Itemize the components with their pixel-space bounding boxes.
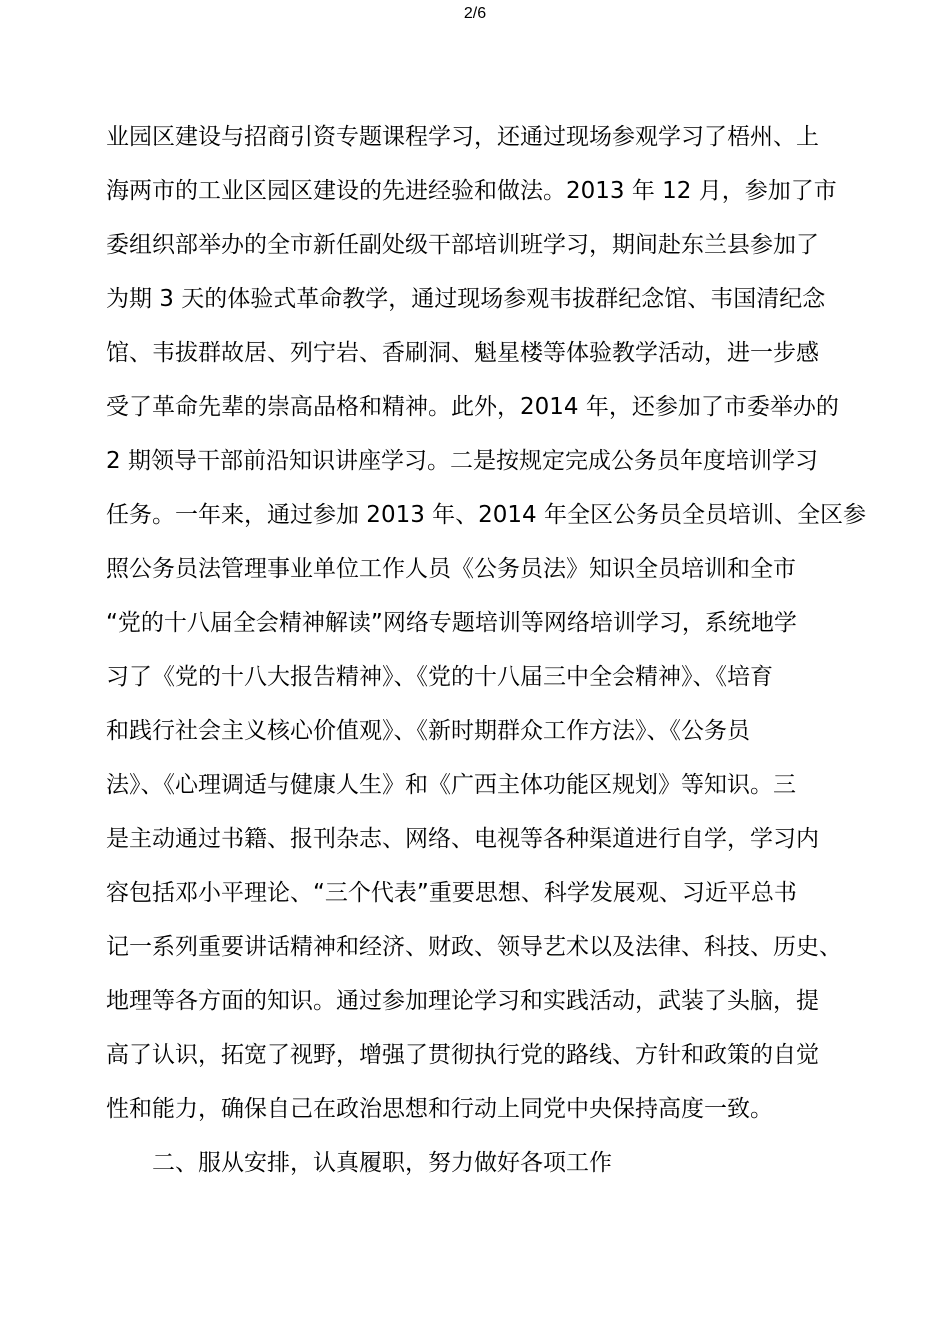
paragraph-line: 和践行社会主义核心价值观》、《新时期群众工作方法》、《公务员 bbox=[106, 718, 750, 744]
paragraph-line: 海两市的工业区园区建设的先进经验和做法。2013 年 12 月，参加了市 bbox=[106, 178, 837, 204]
paragraph-line: 受了革命先辈的崇高品格和精神。此外，2014 年，还参加了市委举办的 bbox=[106, 394, 839, 420]
paragraph-line: 地理等各方面的知识。通过参加理论学习和实践活动，武装了头脑，提 bbox=[106, 988, 819, 1014]
paragraph-line: 委组织部举办的全市新任副处级干部培训班学习，期间赴东兰县参加了 bbox=[106, 232, 819, 258]
document-body bbox=[106, 110, 866, 1190]
paragraph-line: 记一系列重要讲话精神和经济、财政、领导艺术以及法律、科技、历史、 bbox=[106, 934, 842, 960]
paragraph-line: 容包括邓小平理论、“三个代表”重要思想、科学发展观、习近平总书 bbox=[106, 880, 797, 906]
paragraph-line: 高了认识，拓宽了视野，增强了贯彻执行党的路线、方针和政策的自觉 bbox=[106, 1042, 819, 1068]
paragraph-line: 任务。一年来，通过参加 2013 年、2014 年全区公务员全员培训、全区参 bbox=[106, 502, 866, 528]
page-number: 2/6 bbox=[463, 5, 487, 22]
paragraph-line: 馆、韦拔群故居、列宁岩、香刷洞、魁星楼等体验教学活动，进一步感 bbox=[106, 340, 819, 366]
paragraph-line: 是主动通过书籍、报刊杂志、网络、电视等各种渠道进行自学，学习内 bbox=[106, 826, 819, 852]
paragraph-line: 2 期领导干部前沿知识讲座学习。二是按规定完成公务员年度培训学习 bbox=[106, 448, 818, 474]
paragraph-line: 性和能力，确保自己在政治思想和行动上同党中央保持高度一致。 bbox=[106, 1096, 773, 1122]
paragraph-line: 业园区建设与招商引资专题课程学习，还通过现场参观学习了梧州、上 bbox=[106, 124, 819, 150]
section-heading: 二、服从安排，认真履职，努力做好各项工作 bbox=[152, 1150, 612, 1176]
paragraph-line: 习了《党的十八大报告精神》、《党的十八届三中全会精神》、《培育 bbox=[106, 664, 773, 690]
paragraph-line: 照公务员法管理事业单位工作人员《公务员法》知识全员培训和全市 bbox=[106, 556, 796, 582]
paragraph-line: 为期 3 天的体验式革命教学，通过现场参观韦拔群纪念馆、韦国清纪念 bbox=[106, 286, 826, 312]
paragraph-line: 法》、《心理调适与健康人生》和《广西主体功能区规划》等知识。三 bbox=[106, 772, 796, 798]
paragraph-line: “党的十八届全会精神解读”网络专题培训等网络培训学习，系统地学 bbox=[106, 610, 797, 636]
